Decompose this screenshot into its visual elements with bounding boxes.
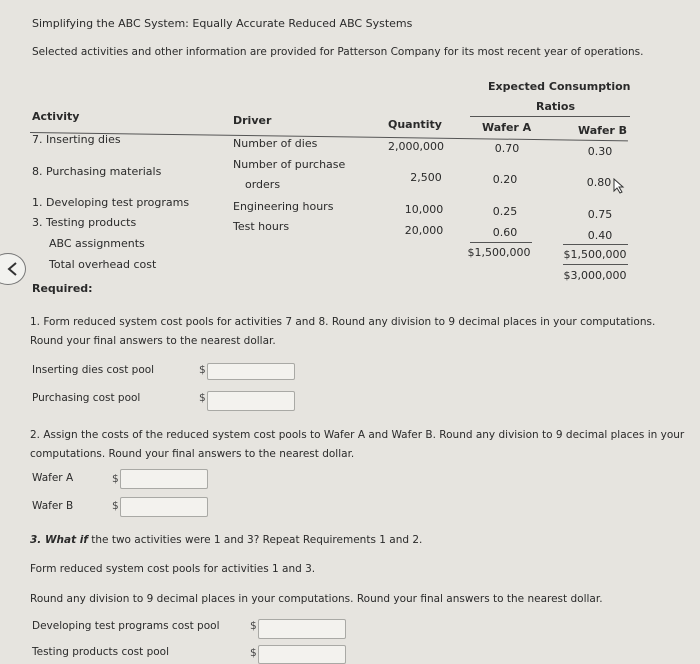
currency-symbol: $ [199,392,206,404]
row-activity: 7. Inserting dies [32,133,121,146]
question-3-line3: Round any division to 9 decimal places in your computations. Round your final answers to the nearest dollar. [30,593,603,605]
row-quantity: 2,000,000 [388,140,444,153]
mouse-pointer-icon [613,178,625,194]
row-driver-line1: Number of purchase [233,158,346,171]
purchasing-cost-pool-input[interactable] [207,391,295,411]
abc-assignments-wafer-b: $1,500,000 [563,248,627,261]
col-header-quantity: Quantity [388,118,442,131]
developing-test-programs-cost-pool-input[interactable] [258,619,346,639]
subtotal-rule-a [470,242,532,243]
row-driver-line2: orders [245,178,281,191]
row-quantity: 10,000 [404,203,444,216]
currency-symbol: $ [112,500,119,512]
row-wafer-a: 0.25 [492,205,518,218]
inserting-dies-label: Inserting dies cost pool [32,364,155,376]
row-activity: 1. Developing test programs [32,196,190,209]
wafer-b-label: Wafer B [32,500,74,512]
required-label: Required: [32,282,93,295]
row-quantity: 20,000 [404,224,444,237]
inserting-dies-cost-pool-input[interactable] [207,363,295,380]
subtotal-rule-b [563,244,628,245]
question-3-rest: the two activities were 1 and 3? Repeat Requirements 1 and 2. [87,534,423,546]
abc-assignments-label: ABC assignments [49,237,145,250]
row-wafer-a: 0.70 [494,142,520,155]
chevron-left-icon [6,261,20,277]
total-overhead-label: Total overhead cost [49,258,157,271]
group-header-line1: Expected Consumption [488,80,631,93]
question-3-text [30,531,685,550]
row-wafer-a: 0.60 [492,226,518,239]
col-header-driver: Driver [233,114,272,127]
row-quantity: 2,500 [410,171,442,184]
col-header-wafer-b: Wafer B [578,124,628,137]
question-1-text: 1. Form reduced system cost pools for activities 7 and 8. Round any division to 9 decimal places in your computations. Round your final answers to the nearest dollar. [30,316,656,347]
testing-products-label: Testing products cost pool [32,646,169,658]
intro-text: Selected activities and other information are provided for Patterson Company for its most recent year of operations. [32,46,644,58]
currency-symbol: $ [250,620,257,632]
row-wafer-b: 0.75 [587,208,613,221]
testing-products-cost-pool-input[interactable] [258,645,346,664]
wafer-a-label: Wafer A [32,472,74,484]
col-header-activity: Activity [32,110,80,123]
total-overhead-wafer-b: $3,000,000 [563,269,627,282]
row-driver: Test hours [233,220,290,233]
col-header-wafer-a: Wafer A [482,121,532,134]
question-2-text: 2. Assign the costs of the reduced system cost pools to Wafer A and Wafer B. Round any division to 9 decimal places in your computations. Round your final answers to the nearest dollar. [30,429,685,460]
row-wafer-b: 0.30 [587,145,613,158]
question-3-line2: Form reduced system cost pools for activities 1 and 3. [30,563,316,575]
wafer-a-input[interactable] [120,469,208,489]
developing-test-programs-label: Developing test programs cost pool [32,620,220,632]
abc-assignments-wafer-a: $1,500,000 [467,246,531,259]
currency-symbol: $ [199,364,206,376]
row-wafer-b: 0.80 [586,176,612,189]
group-header-line2: Ratios [536,100,576,113]
purchasing-label: Purchasing cost pool [32,392,141,404]
total-rule [563,264,628,265]
page-title: Simplifying the ABC System: Equally Accurate Reduced ABC Systems [32,17,413,30]
currency-symbol: $ [250,647,257,659]
row-activity: 3. Testing products [32,216,137,229]
group-header-rule [470,116,630,117]
row-wafer-a: 0.20 [492,173,518,186]
row-wafer-b: 0.40 [587,229,613,242]
row-driver: Engineering hours [233,200,334,213]
currency-symbol: $ [112,473,119,485]
row-driver: Number of dies [233,137,318,150]
wafer-b-input[interactable] [120,497,208,517]
what-if-label: 3. What if [30,534,88,546]
back-button[interactable] [0,253,26,285]
row-activity: 8. Purchasing materials [32,165,162,178]
